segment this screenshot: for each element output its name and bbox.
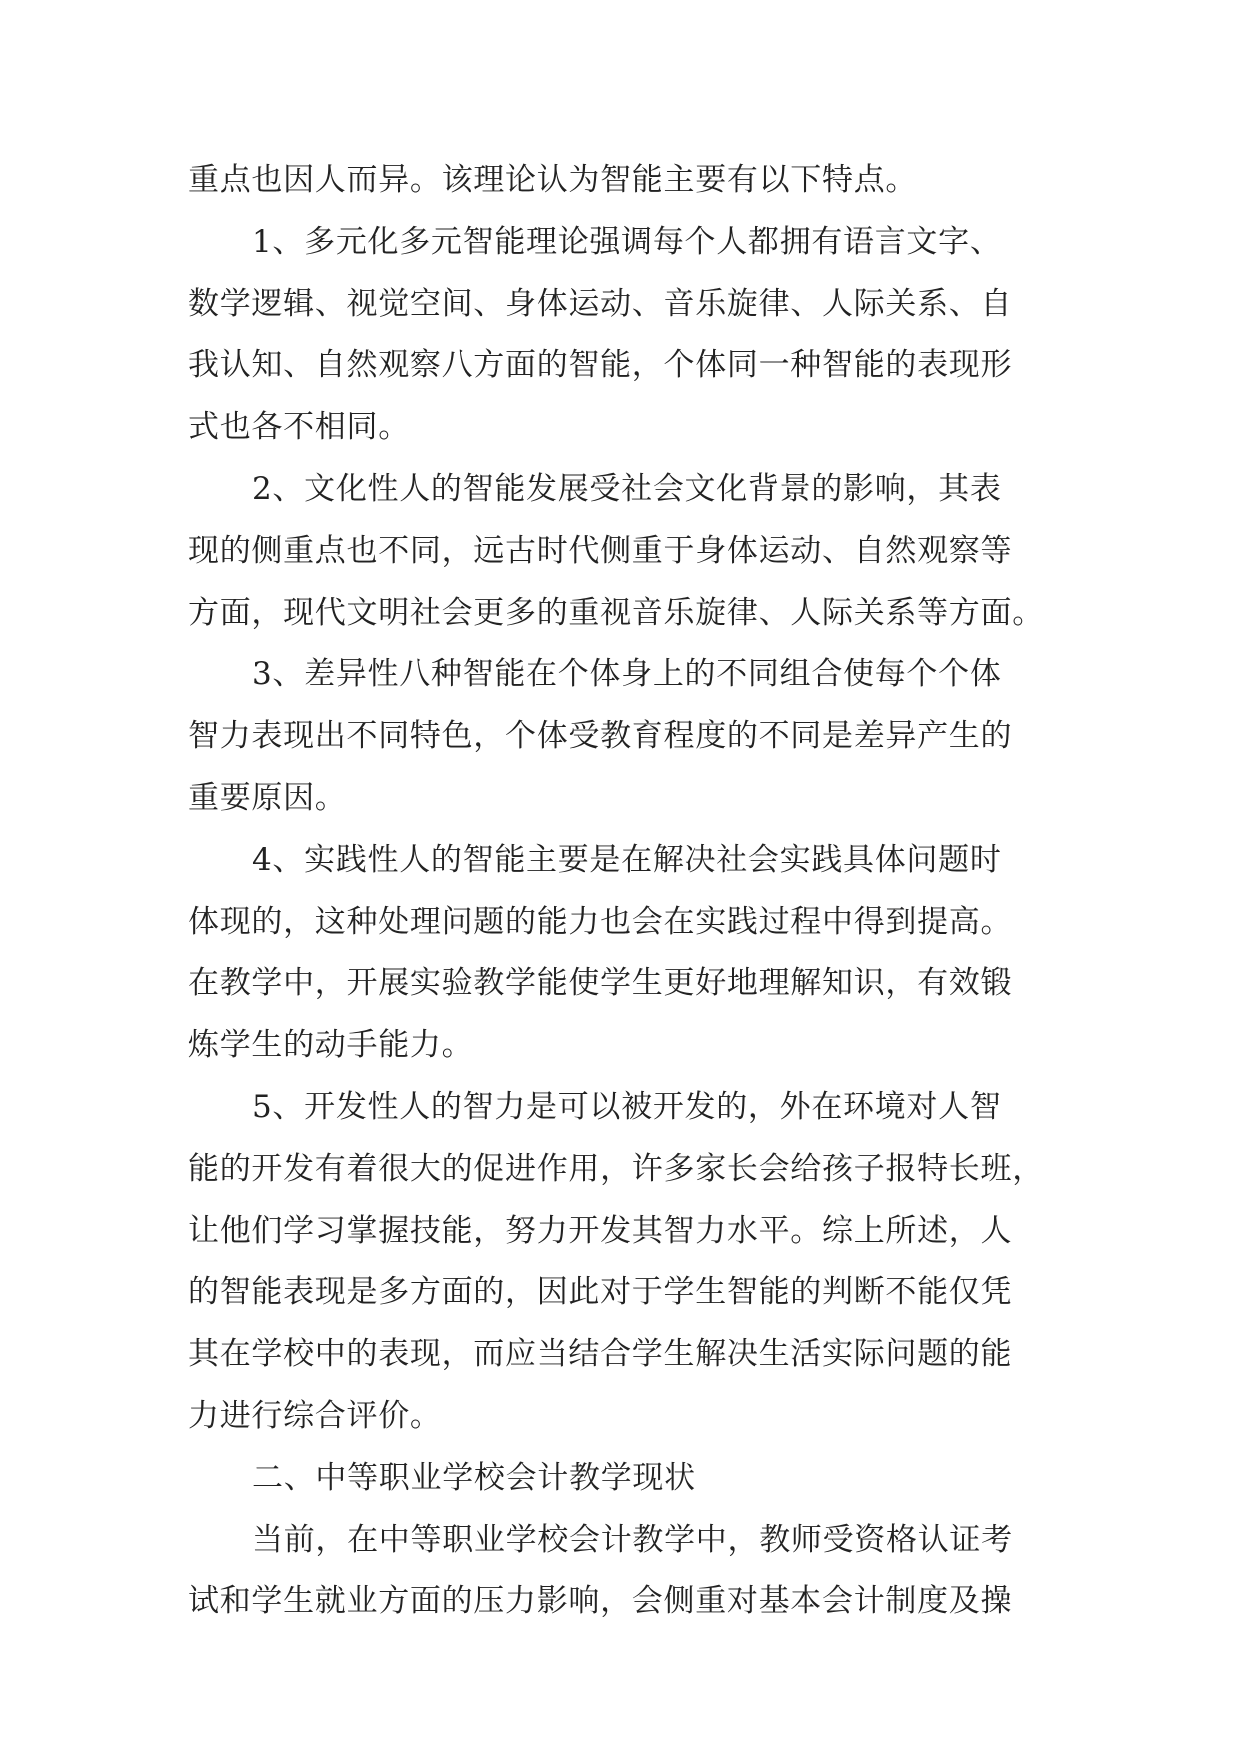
text-line: 方面，现代文明社会更多的重视音乐旋律、人际关系等方面。 xyxy=(188,594,1044,631)
text-line: 智力表现出不同特色，个体受教育程度的不同是差异产生的 xyxy=(188,718,1013,755)
text-line: 1、多元化多元智能理论强调每个人都拥有语言文字、 xyxy=(252,223,1002,260)
text-line: 数学逻辑、视觉空间、身体运动、音乐旋律、人际关系、自 xyxy=(188,285,1013,322)
text-line: 我认知、自然观察八方面的智能，个体同一种智能的表现形 xyxy=(188,347,1013,384)
text-line: 现的侧重点也不同，远古时代侧重于身体运动、自然观察等 xyxy=(188,532,1013,569)
text-line: 能的开发有着很大的促进作用，许多家长会给孩子报特长班， xyxy=(188,1150,1044,1187)
text-line: 炼学生的动手能力。 xyxy=(188,1027,474,1064)
text-line: 式也各不相同。 xyxy=(188,409,410,446)
text-line: 力进行综合评价。 xyxy=(188,1397,442,1434)
text-line: 5、开发性人的智力是可以被开发的，外在环境对人智 xyxy=(252,1088,1002,1125)
text-line: 其在学校中的表现，而应当结合学生解决生活实际问题的能 xyxy=(188,1336,1013,1373)
text-line: 重点也因人而异。该理论认为智能主要有以下特点。 xyxy=(188,162,918,198)
text-line: 让他们学习掌握技能，努力开发其智力水平。综上所述，人 xyxy=(188,1212,1013,1249)
document-body xyxy=(188,150,1068,1633)
section-heading: 二、中等职业学校会计教学现状 xyxy=(252,1459,696,1496)
text-line: 体现的，这种处理问题的能力也会在实践过程中得到提高。 xyxy=(188,903,1013,940)
text-line: 试和学生就业方面的压力影响，会侧重对基本会计制度及操 xyxy=(188,1583,1013,1620)
text-line: 2、文化性人的智能发展受社会文化背景的影响，其表 xyxy=(252,470,1002,507)
text-line: 重要原因。 xyxy=(188,779,347,816)
text-line: 在教学中，开展实验教学能使学生更好地理解知识，有效锻 xyxy=(188,965,1013,1002)
text-line: 当前，在中等职业学校会计教学中，教师受资格认证考 xyxy=(252,1521,1013,1558)
text-line: 3、差异性八种智能在个体身上的不同组合使每个个体 xyxy=(252,656,1002,693)
text-line: 4、实践性人的智能主要是在解决社会实践具体问题时 xyxy=(252,841,1002,878)
text-line: 的智能表现是多方面的，因此对于学生智能的判断不能仅凭 xyxy=(188,1274,1013,1311)
